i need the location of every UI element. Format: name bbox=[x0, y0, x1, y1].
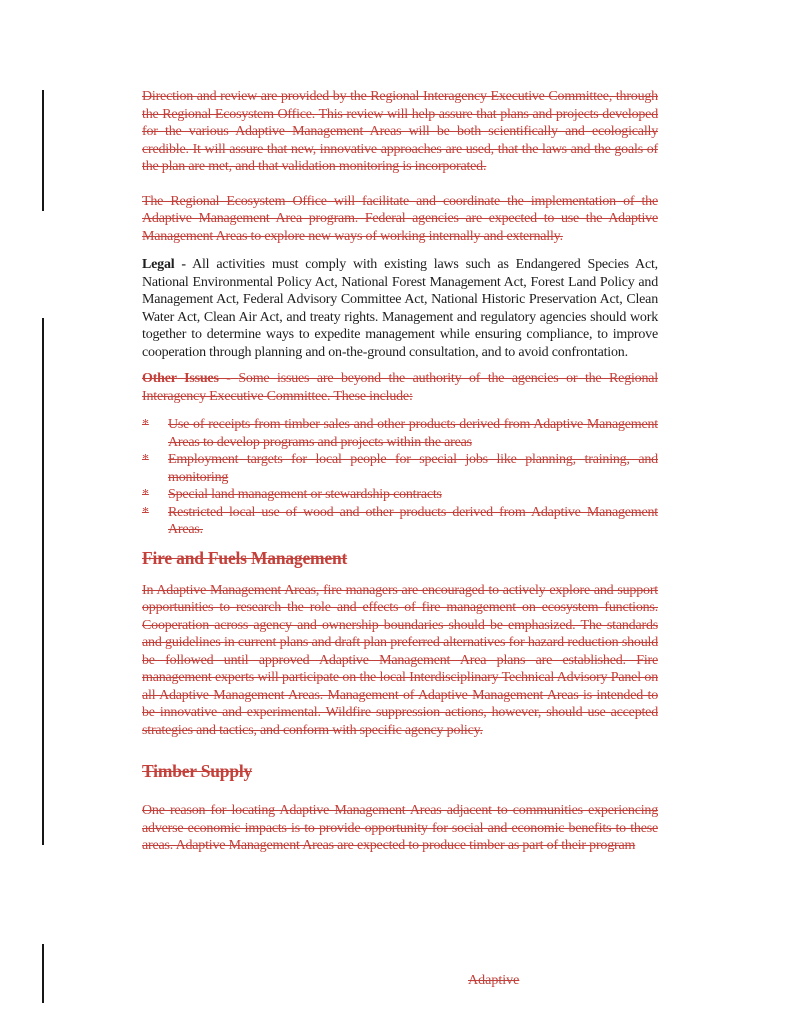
deleted-paragraph-direction-review: Direction and review are provided by the Regional Interagency Executive Committee, through the Regional Ecosystem Office. This review will help assure that plans and projects developed for the various Adaptive Management Areas will be both scientifically and ecologically credible. It will assure that new, innovative approaches are used, that the laws and the goals of the plan are met, and that validation monitoring is incorporated. bbox=[142, 89, 658, 174]
text-column bbox=[142, 88, 658, 855]
bullet-item-text: Restricted local use of wood and other products derived from Adaptive Management Areas. bbox=[168, 504, 658, 537]
bullet-item bbox=[142, 416, 658, 451]
asterisk-bullet-marker: * bbox=[142, 487, 149, 502]
other-issues-label: Other Issues - bbox=[142, 371, 231, 386]
fire-and-fuels-heading: Fire and Fuels Management bbox=[142, 547, 348, 568]
page-footer-catchword: Adaptive bbox=[468, 973, 520, 988]
revision-change-bar bbox=[42, 318, 44, 845]
bullet-item-text: Special land management or stewardship contracts bbox=[168, 487, 442, 502]
deleted-paragraph-timber-supply: One reason for locating Adaptive Management Areas adjacent to communities experiencing adverse economic impacts is to provide opportunity for social and economic benefits to these areas. Adaptive Management Areas are expected to produce timber as part of their program bbox=[142, 803, 658, 853]
bullet-item-text: Employment targets for local people for special jobs like planning, training, and monitoring bbox=[168, 452, 658, 485]
other-issues-body-text: Some issues are beyond the authority of the agencies or the Regional Interagency Executive Committee. These include: bbox=[142, 371, 658, 404]
legal-body-text: All activities must comply with existing laws such as Endangered Species Act, National Environmental Policy Act, National Forest Management Act, Forest Land Policy and Management Act, Federal Advisory Committee Act, National Historic Preservation Act, Clean Water Act, Clean Air Act, and treaty rights. Management and regulatory agencies should work together to determine ways to expedite management while ensuring compliance, to improve cooperation through planning and on-the-ground consultation, and to avoid confrontation. bbox=[142, 257, 658, 360]
asterisk-bullet-marker: * bbox=[142, 504, 149, 520]
timber-supply-heading: Timber Supply bbox=[142, 761, 253, 781]
legal-paragraph bbox=[142, 256, 658, 361]
bullet-item-text: Use of receipts from timber sales and other products derived from Adaptive Management Areas to develop programs and projects within the areas bbox=[168, 417, 658, 450]
asterisk-bullet-marker: * bbox=[142, 417, 149, 432]
deleted-paragraph-other-issues bbox=[142, 370, 658, 405]
revision-change-bar bbox=[42, 90, 44, 211]
deleted-paragraph-fire-management: In Adaptive Management Areas, fire managers are encouraged to actively explore and support opportunities to research the role and effects of fire management on ecosystem functions. Cooperation across agency and ownership boundaries should be emphasized. The standards and guidelines in current plans and draft plan preferred alternatives for hazard reduction should be followed until approved Adaptive Management Area plans are established. Fire management experts will participate on the local Interdisciplinary Technical Advisory Panel on all Adaptive Management Areas. Management of Adaptive Management Areas is intended to be innovative and experimental. Wildfire suppression actions, however, should use accepted strategies and tactics, and conform with specific agency policy. bbox=[142, 582, 658, 738]
legal-label: Legal - bbox=[142, 257, 186, 272]
deleted-bullet-list bbox=[142, 416, 658, 539]
asterisk-bullet-marker: * bbox=[142, 452, 149, 467]
bullet-item bbox=[142, 504, 658, 539]
bullet-item bbox=[142, 486, 658, 504]
deleted-paragraph-regional-office: The Regional Ecosystem Office will facilitate and coordinate the implementation of the Adaptive Management Area program. Federal agencies are expected to use the Adaptive Management Areas to explore new ways of working internally and externally. bbox=[142, 193, 658, 244]
revision-change-bar bbox=[42, 944, 44, 1003]
bullet-item bbox=[142, 451, 658, 486]
